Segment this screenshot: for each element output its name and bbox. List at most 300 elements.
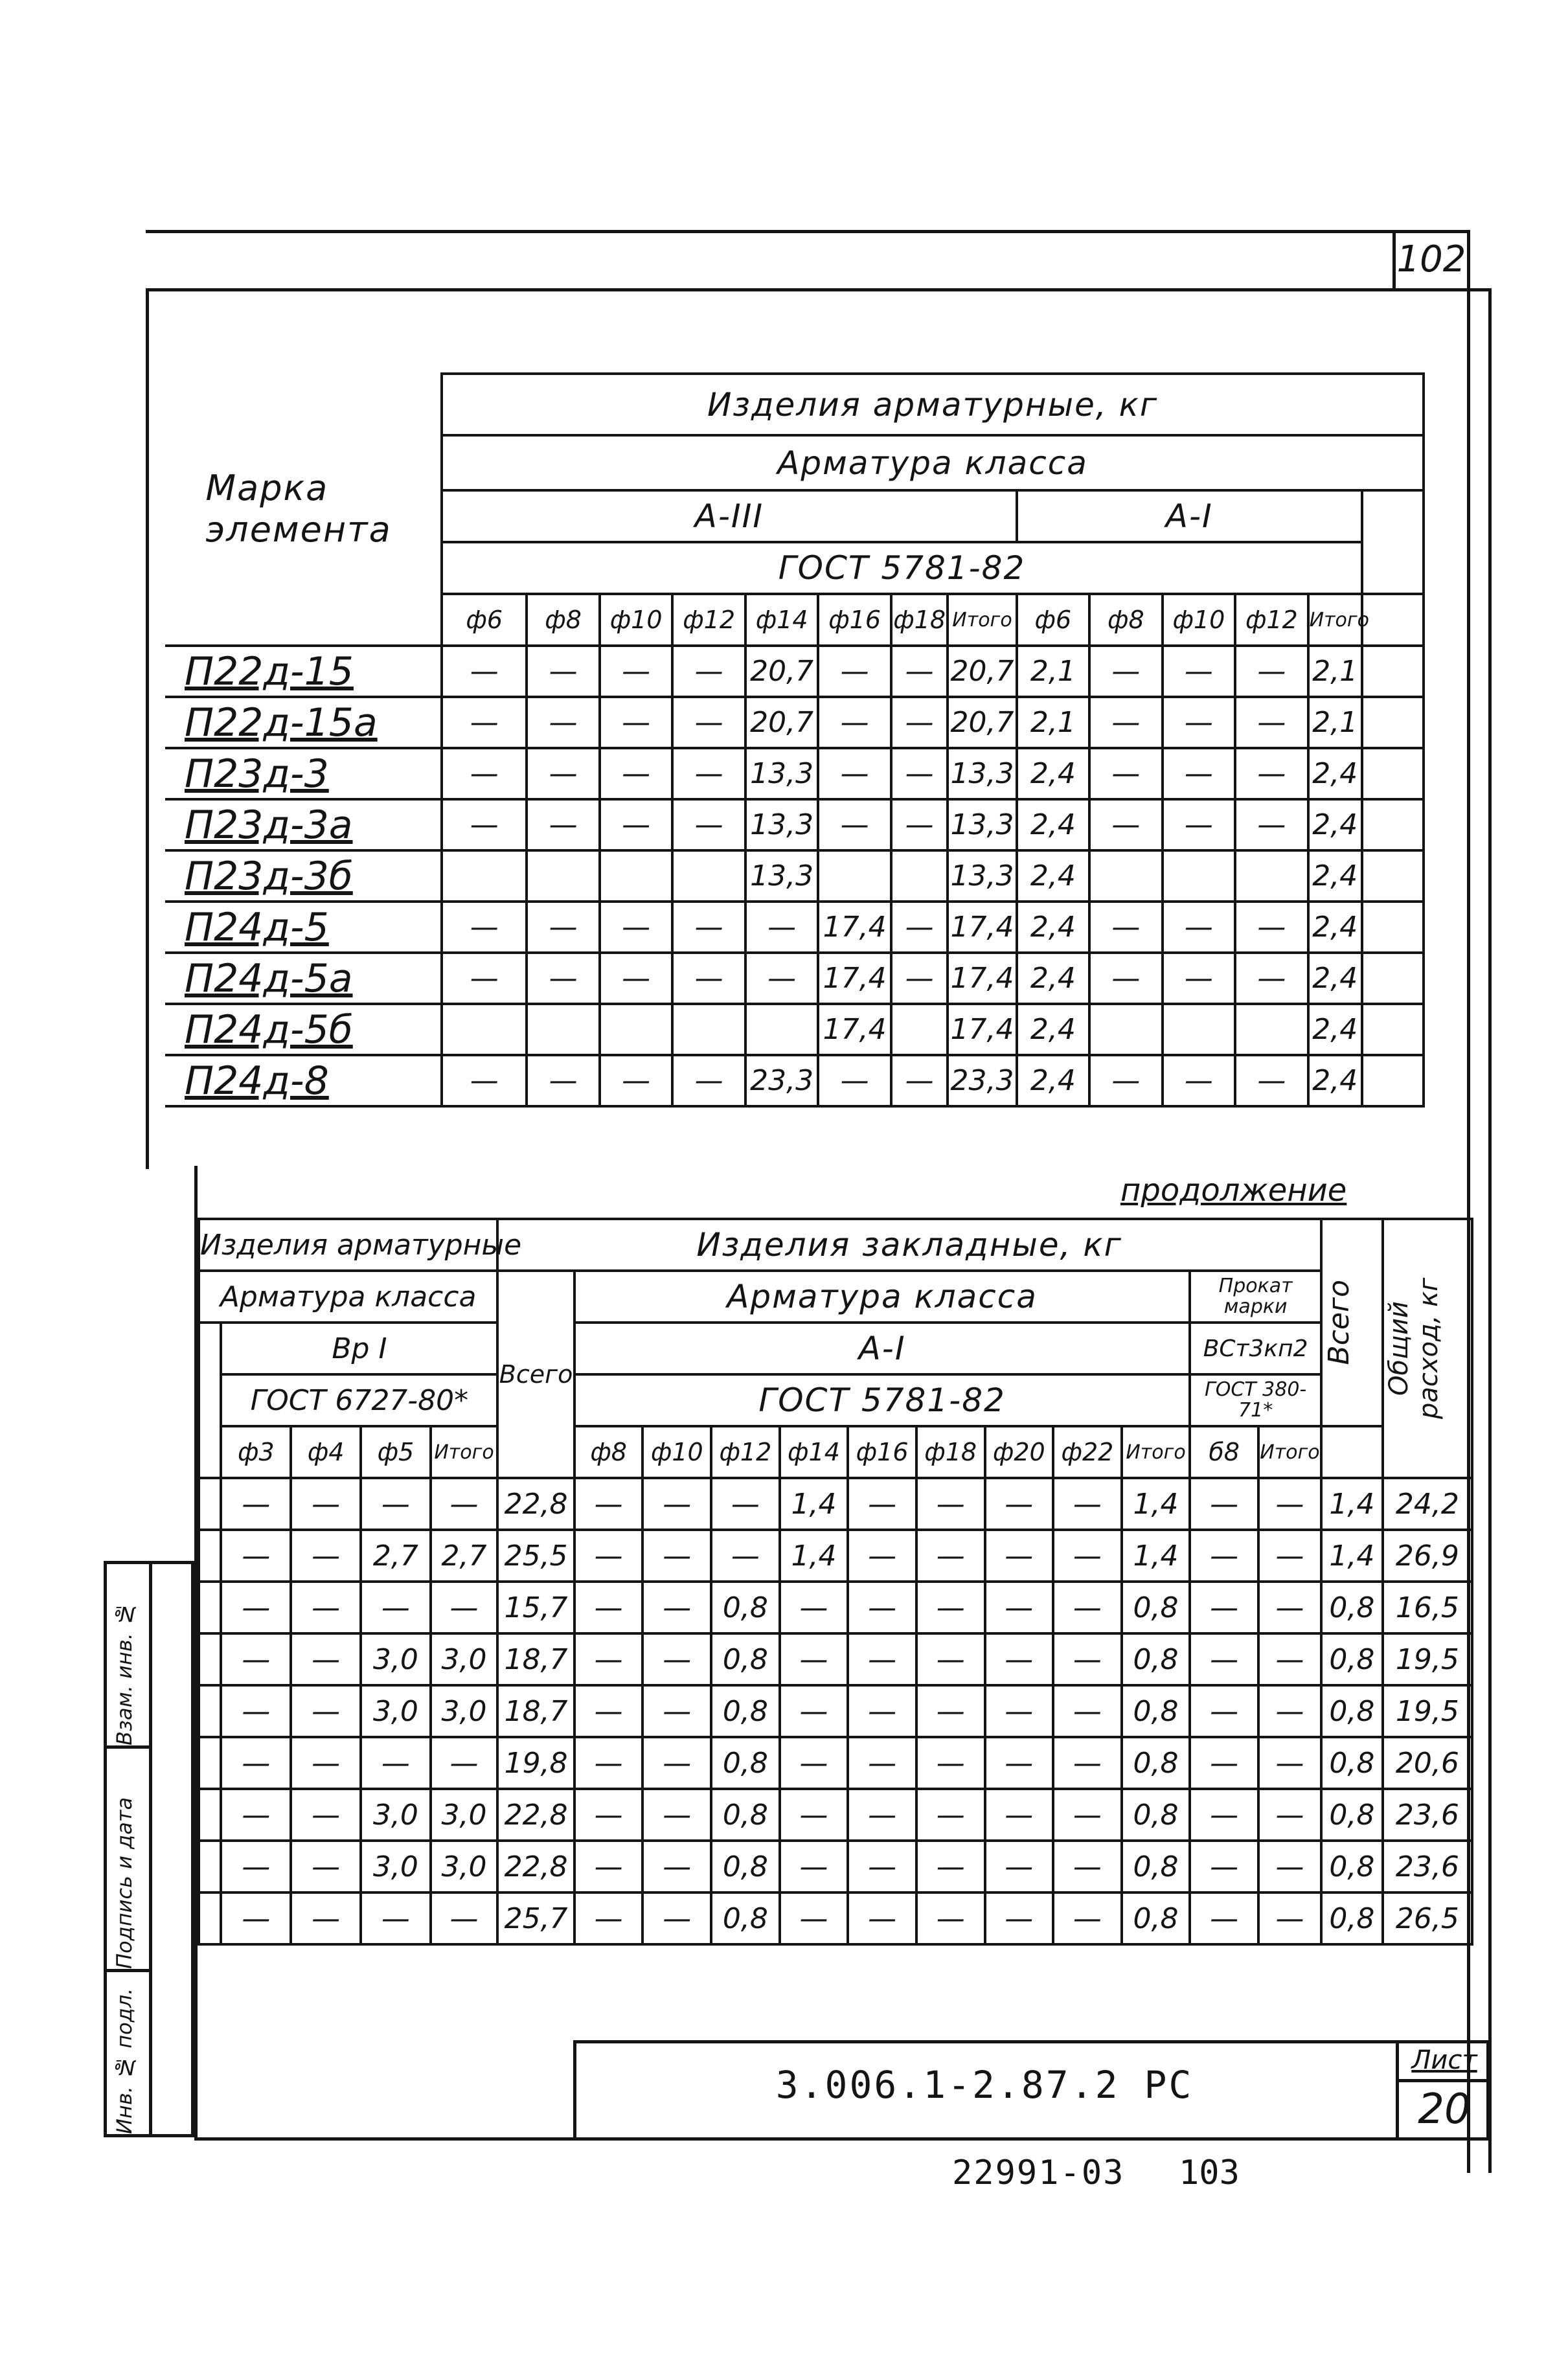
table-cell: — — [1258, 1737, 1321, 1789]
table-cell: — — [818, 697, 891, 748]
row-spacer — [199, 1582, 221, 1633]
table-cell: 22,8 — [497, 1789, 574, 1841]
t2-header-embedded: Изделия закладные, кг — [497, 1219, 1321, 1271]
table-cell: — — [1190, 1685, 1258, 1737]
frame-left-line — [146, 288, 149, 1169]
table-cell: 15,7 — [497, 1582, 574, 1633]
col-header: Итого — [948, 594, 1016, 646]
table-cell: 2,4 — [1308, 799, 1362, 850]
t2-rolled-gost: ГОСТ 380-71* — [1190, 1374, 1321, 1426]
table-cell: — — [672, 902, 745, 953]
element-mark: П23д-3б — [165, 850, 442, 902]
table-cell: — — [1258, 1789, 1321, 1841]
table-cell: 23,3 — [745, 1055, 819, 1106]
t2-class-bp1: Вр I — [221, 1323, 497, 1374]
t2-header-class2: Арматура класса — [574, 1271, 1190, 1323]
side-stamp-inv: Инв. № подл. — [112, 1988, 137, 2134]
table-cell: — — [642, 1841, 711, 1892]
table-cell: — — [848, 1789, 916, 1841]
col-header: ф6 — [1017, 594, 1090, 646]
table-row — [165, 697, 1424, 748]
header-mark: Марка элемента — [205, 468, 392, 550]
table-cell: — — [1163, 697, 1236, 748]
t2-total2-label: Всего — [1322, 1280, 1356, 1365]
row-spacer — [199, 1737, 221, 1789]
table-cell: 0,8 — [711, 1841, 780, 1892]
col-header: ф8 — [574, 1426, 643, 1478]
table-cell: 19,5 — [1383, 1685, 1472, 1737]
table-cell: 3,0 — [431, 1841, 498, 1892]
side-stamp-divider — [149, 1561, 152, 2137]
table-cell: — — [361, 1892, 431, 1944]
table-cell — [1235, 1004, 1308, 1055]
table-cell — [891, 1004, 948, 1055]
col-header: ф14 — [745, 594, 819, 646]
col-header: ф14 — [780, 1426, 848, 1478]
table-cell: — — [361, 1582, 431, 1633]
table-cell: — — [1163, 902, 1236, 953]
table-cell: 2,1 — [1017, 697, 1090, 748]
table-cell: 2,4 — [1017, 902, 1090, 953]
table-cell: — — [642, 1737, 711, 1789]
table-cell: — — [1163, 953, 1236, 1004]
col-header: ф8 — [527, 594, 600, 646]
table-cell: 0,8 — [711, 1737, 780, 1789]
table-cell: — — [600, 697, 673, 748]
row-spacer — [199, 1478, 221, 1530]
table-cell: 0,8 — [711, 1892, 780, 1944]
table-cell: — — [574, 1530, 643, 1582]
table-cell: — — [848, 1582, 916, 1633]
table-cell: 2,4 — [1308, 748, 1362, 799]
table1-body — [165, 646, 1424, 1106]
table-cell: — — [891, 902, 948, 953]
table-embedded-products — [198, 1218, 1473, 1946]
table-cell: — — [711, 1478, 780, 1530]
header-class: Арматура класса — [442, 435, 1424, 490]
table-cell: 17,4 — [818, 902, 891, 953]
table-cell: 3,0 — [361, 1789, 431, 1841]
table-cell: — — [1089, 646, 1163, 697]
table-cell: 20,7 — [745, 697, 819, 748]
table-cell: — — [1190, 1737, 1258, 1789]
table-cell: — — [1190, 1478, 1258, 1530]
element-mark: П22д-15а — [165, 697, 442, 748]
col-header: Итого — [1308, 594, 1362, 646]
col-header: ф22 — [1053, 1426, 1122, 1478]
col-header: Итого — [431, 1426, 498, 1478]
header-class-a1: А-I — [1017, 490, 1362, 542]
table-cell: — — [848, 1478, 916, 1530]
col-header: ф12 — [1235, 594, 1308, 646]
table-cell: 20,7 — [948, 697, 1016, 748]
t2-left-spacer — [199, 1323, 221, 1478]
table-cell: 0,8 — [711, 1582, 780, 1633]
table-cell: — — [1089, 1055, 1163, 1106]
table-cell: — — [600, 646, 673, 697]
blank-cell — [1362, 1055, 1424, 1106]
t2-total2-cell — [1321, 1219, 1383, 1426]
table-row — [165, 902, 1424, 953]
col-header: ф4 — [291, 1426, 361, 1478]
table-cell: — — [780, 1789, 848, 1841]
table-cell: — — [291, 1478, 361, 1530]
table-cell: 17,4 — [948, 902, 1016, 953]
t2-header-products: Изделия арматурные — [199, 1219, 497, 1271]
table-cell: 19,8 — [497, 1737, 574, 1789]
table-cell: — — [1258, 1633, 1321, 1685]
side-stamp-replace: Взам. инв. № — [112, 1602, 137, 1745]
col-header: Итого — [1122, 1426, 1190, 1478]
table-cell: 1,4 — [1122, 1530, 1190, 1582]
table-cell: 2,4 — [1017, 953, 1090, 1004]
col-header: ф18 — [916, 1426, 985, 1478]
table-cell: 2,4 — [1017, 799, 1090, 850]
table-cell: — — [891, 1055, 948, 1106]
table-cell: — — [916, 1892, 985, 1944]
table-cell: — — [1258, 1530, 1321, 1582]
col-header: ф12 — [711, 1426, 780, 1478]
table-row — [199, 1892, 1472, 1944]
table-cell: — — [442, 953, 527, 1004]
table-cell: 2,4 — [1017, 1004, 1090, 1055]
blank-cell — [1362, 902, 1424, 953]
table-rebar-products — [165, 372, 1425, 1108]
continuation-label: продолжение — [1120, 1172, 1347, 1209]
table-cell: 26,5 — [1383, 1892, 1472, 1944]
table-cell: — — [848, 1737, 916, 1789]
table-cell: — — [1235, 646, 1308, 697]
table-cell: — — [221, 1892, 291, 1944]
table-cell: — — [291, 1530, 361, 1582]
table-cell: — — [818, 748, 891, 799]
table-cell: — — [1258, 1582, 1321, 1633]
table-cell: — — [672, 799, 745, 850]
t2-header-class: Арматура класса — [199, 1271, 497, 1323]
frame-right-outer-line — [1488, 288, 1492, 2173]
table-cell: — — [291, 1685, 361, 1737]
table-cell: — — [745, 902, 819, 953]
table-cell: 2,1 — [1017, 646, 1090, 697]
table-row — [165, 799, 1424, 850]
table-cell: — — [574, 1685, 643, 1737]
table-cell: — — [221, 1685, 291, 1737]
table-cell: — — [291, 1582, 361, 1633]
table-cell: — — [527, 799, 600, 850]
frame-inner-top-line — [146, 288, 1490, 291]
col-header: ф18 — [891, 594, 948, 646]
table-cell: 0,8 — [1321, 1892, 1383, 1944]
table-cell: 13,3 — [948, 799, 1016, 850]
table-cell: — — [818, 1055, 891, 1106]
table-cell: 16,5 — [1383, 1582, 1472, 1633]
table-cell: — — [916, 1530, 985, 1582]
table-cell: — — [361, 1737, 431, 1789]
table-cell: — — [527, 902, 600, 953]
header-gost: ГОСТ 5781-82 — [442, 542, 1362, 594]
table-cell: — — [1163, 748, 1236, 799]
table-cell: 17,4 — [818, 953, 891, 1004]
table-cell: 2,4 — [1308, 850, 1362, 902]
table-cell: 3,0 — [361, 1633, 431, 1685]
row-spacer — [199, 1789, 221, 1841]
table-cell: 13,3 — [948, 850, 1016, 902]
table-cell: — — [985, 1530, 1054, 1582]
col-header: б8 — [1190, 1426, 1258, 1478]
table-cell: — — [672, 697, 745, 748]
table-row — [165, 1055, 1424, 1106]
table-row — [165, 748, 1424, 799]
table-cell: — — [527, 1055, 600, 1106]
table-cell: 2,4 — [1308, 1055, 1362, 1106]
t2-gost-bp: ГОСТ 6727-80* — [221, 1374, 497, 1426]
table-cell: — — [1089, 953, 1163, 1004]
table-cell: — — [848, 1841, 916, 1892]
table-cell: — — [642, 1789, 711, 1841]
col-header: ф8 — [1089, 594, 1163, 646]
col-header: ф12 — [672, 594, 745, 646]
table-cell: 18,7 — [497, 1685, 574, 1737]
table-cell: — — [1190, 1841, 1258, 1892]
table-cell: 23,3 — [948, 1055, 1016, 1106]
table-cell: — — [221, 1582, 291, 1633]
table-cell: — — [1053, 1478, 1122, 1530]
table-cell: — — [574, 1737, 643, 1789]
table-cell: — — [848, 1530, 916, 1582]
table-cell: — — [1053, 1582, 1122, 1633]
table-cell — [818, 850, 891, 902]
blank-cell — [1362, 697, 1424, 748]
table-cell: — — [1258, 1478, 1321, 1530]
table-cell: — — [600, 748, 673, 799]
table-row — [165, 646, 1424, 697]
t2-overall-label: Общий расход, кг — [1383, 1277, 1444, 1420]
table-cell: — — [916, 1789, 985, 1841]
row-spacer — [199, 1530, 221, 1582]
table-cell: — — [574, 1582, 643, 1633]
element-mark: П23д-3 — [165, 748, 442, 799]
table-cell: — — [848, 1685, 916, 1737]
t2-gost-a1: ГОСТ 5781-82 — [574, 1374, 1190, 1426]
t2-class-a1: А-I — [574, 1323, 1190, 1374]
table-cell: — — [1053, 1633, 1122, 1685]
table-cell: — — [1235, 697, 1308, 748]
table-cell: 0,8 — [1122, 1633, 1190, 1685]
col-header: ф10 — [642, 1426, 711, 1478]
table-cell: — — [1089, 902, 1163, 953]
table-cell: — — [1053, 1892, 1122, 1944]
table-cell — [1235, 850, 1308, 902]
table-cell: — — [780, 1633, 848, 1685]
table-cell: — — [642, 1892, 711, 1944]
table-cell: — — [527, 748, 600, 799]
table-cell: 2,1 — [1308, 646, 1362, 697]
title-block-sheet-sep — [1396, 2079, 1490, 2082]
col-header: ф10 — [1163, 594, 1236, 646]
table-cell: — — [574, 1789, 643, 1841]
table-cell: 20,7 — [745, 646, 819, 697]
table-cell: — — [818, 646, 891, 697]
table-row — [199, 1530, 1472, 1582]
t2-rolled-grade: ВСт3кп2 — [1190, 1323, 1321, 1374]
table-cell: 2,4 — [1308, 902, 1362, 953]
element-mark: П22д-15 — [165, 646, 442, 697]
top-sheet-number: 102 — [1396, 238, 1466, 280]
table-cell: — — [916, 1841, 985, 1892]
table-cell — [1163, 1004, 1236, 1055]
table-row — [199, 1685, 1472, 1737]
table-cell: — — [642, 1685, 711, 1737]
header-blank-cell — [1362, 490, 1424, 594]
element-mark: П24д-5б — [165, 1004, 442, 1055]
table-cell: — — [672, 1055, 745, 1106]
table-cell: 2,4 — [1308, 953, 1362, 1004]
table-cell: — — [221, 1841, 291, 1892]
table-cell: — — [1190, 1582, 1258, 1633]
table-cell: — — [780, 1841, 848, 1892]
table-cell: — — [442, 902, 527, 953]
table-cell: — — [916, 1633, 985, 1685]
blank-cell — [1362, 646, 1424, 697]
table-cell: 1,4 — [1321, 1478, 1383, 1530]
table-cell: — — [527, 646, 600, 697]
col-header: ф6 — [442, 594, 527, 646]
table-cell: — — [1190, 1530, 1258, 1582]
table-cell: — — [574, 1841, 643, 1892]
table-cell: — — [780, 1685, 848, 1737]
table-cell: — — [1235, 799, 1308, 850]
table-cell: — — [891, 646, 948, 697]
blank-cell — [1362, 953, 1424, 1004]
table-cell: 2,1 — [1308, 697, 1362, 748]
row-spacer — [199, 1633, 221, 1685]
table-cell: — — [985, 1685, 1054, 1737]
table-cell: — — [985, 1478, 1054, 1530]
table-cell: — — [711, 1530, 780, 1582]
table-cell — [1163, 850, 1236, 902]
table-cell: 0,8 — [1122, 1582, 1190, 1633]
blank-cell — [1362, 748, 1424, 799]
table-cell: — — [1089, 799, 1163, 850]
side-stamp-sep-1 — [104, 1745, 149, 1749]
table-cell: — — [891, 748, 948, 799]
table-cell: — — [1190, 1789, 1258, 1841]
table-cell: 1,4 — [1122, 1478, 1190, 1530]
table-cell: 17,4 — [948, 1004, 1016, 1055]
table-cell: 17,4 — [948, 953, 1016, 1004]
table-cell: 3,0 — [431, 1685, 498, 1737]
table-cell: 0,8 — [1122, 1685, 1190, 1737]
table-cell: — — [574, 1633, 643, 1685]
table-cell: 0,8 — [1122, 1789, 1190, 1841]
table-row — [165, 850, 1424, 902]
table-cell: 0,8 — [1321, 1633, 1383, 1685]
table-cell: 3,0 — [361, 1685, 431, 1737]
table-cell: — — [1190, 1633, 1258, 1685]
header-class-a3: А-III — [442, 490, 1017, 542]
table-cell: 20,6 — [1383, 1737, 1472, 1789]
table-cell: — — [442, 697, 527, 748]
table-cell: — — [985, 1892, 1054, 1944]
table-cell: 2,4 — [1017, 1055, 1090, 1106]
table-cell: — — [291, 1789, 361, 1841]
sheet-label: Лист — [1411, 2045, 1477, 2075]
table-cell — [442, 1004, 527, 1055]
table-cell: 13,3 — [745, 799, 819, 850]
table-cell — [442, 850, 527, 902]
table-row — [199, 1478, 1472, 1530]
table-cell: — — [431, 1892, 498, 1944]
table-cell: — — [1235, 953, 1308, 1004]
table-cell: 26,9 — [1383, 1530, 1472, 1582]
table-cell: 18,7 — [497, 1633, 574, 1685]
table-row — [199, 1789, 1472, 1841]
table-cell: 0,8 — [1321, 1737, 1383, 1789]
table-cell: 25,5 — [497, 1530, 574, 1582]
table-cell: — — [600, 1055, 673, 1106]
table-row — [199, 1841, 1472, 1892]
table-cell: — — [642, 1530, 711, 1582]
table-cell: — — [527, 953, 600, 1004]
table-cell: — — [1053, 1685, 1122, 1737]
table-cell: — — [221, 1737, 291, 1789]
table-row — [199, 1582, 1472, 1633]
table-cell: 0,8 — [1321, 1582, 1383, 1633]
table-cell: — — [221, 1789, 291, 1841]
table-cell: — — [891, 697, 948, 748]
row-spacer — [199, 1892, 221, 1944]
side-stamp-sep-2 — [104, 1969, 149, 1972]
table-cell: — — [1258, 1892, 1321, 1944]
table-cell: 2,7 — [431, 1530, 498, 1582]
table-cell — [527, 850, 600, 902]
element-mark: П24д-5 — [165, 902, 442, 953]
blank-cell — [1321, 1426, 1383, 1478]
table-cell: — — [642, 1478, 711, 1530]
table-cell: — — [1163, 1055, 1236, 1106]
page-number: 103 — [1179, 2154, 1240, 2192]
table-cell: 0,8 — [711, 1685, 780, 1737]
col-header: ф10 — [600, 594, 673, 646]
blank-cell — [1362, 850, 1424, 902]
table-cell: 0,8 — [1122, 1892, 1190, 1944]
col-header: ф20 — [985, 1426, 1054, 1478]
table-cell: — — [985, 1841, 1054, 1892]
table-cell: — — [848, 1633, 916, 1685]
table-cell: — — [600, 799, 673, 850]
t2-total-label: Всего — [497, 1271, 574, 1478]
row-spacer — [199, 1841, 221, 1892]
table-cell: — — [891, 799, 948, 850]
table-cell — [1089, 850, 1163, 902]
col-header: ф16 — [818, 594, 891, 646]
table-cell: — — [1163, 799, 1236, 850]
header-mark-cell — [165, 374, 442, 646]
table-cell: 2,4 — [1017, 850, 1090, 902]
table-cell: 2,7 — [361, 1530, 431, 1582]
table-cell: 23,6 — [1383, 1789, 1472, 1841]
table-cell: — — [1089, 748, 1163, 799]
table-cell: — — [291, 1841, 361, 1892]
table-cell: — — [431, 1737, 498, 1789]
table-cell: — — [891, 953, 948, 1004]
table-cell: 0,8 — [1321, 1685, 1383, 1737]
table-cell: — — [1258, 1841, 1321, 1892]
table-row — [199, 1737, 1472, 1789]
table-cell: 3,0 — [431, 1789, 498, 1841]
table-cell: — — [672, 646, 745, 697]
table-cell: — — [442, 748, 527, 799]
